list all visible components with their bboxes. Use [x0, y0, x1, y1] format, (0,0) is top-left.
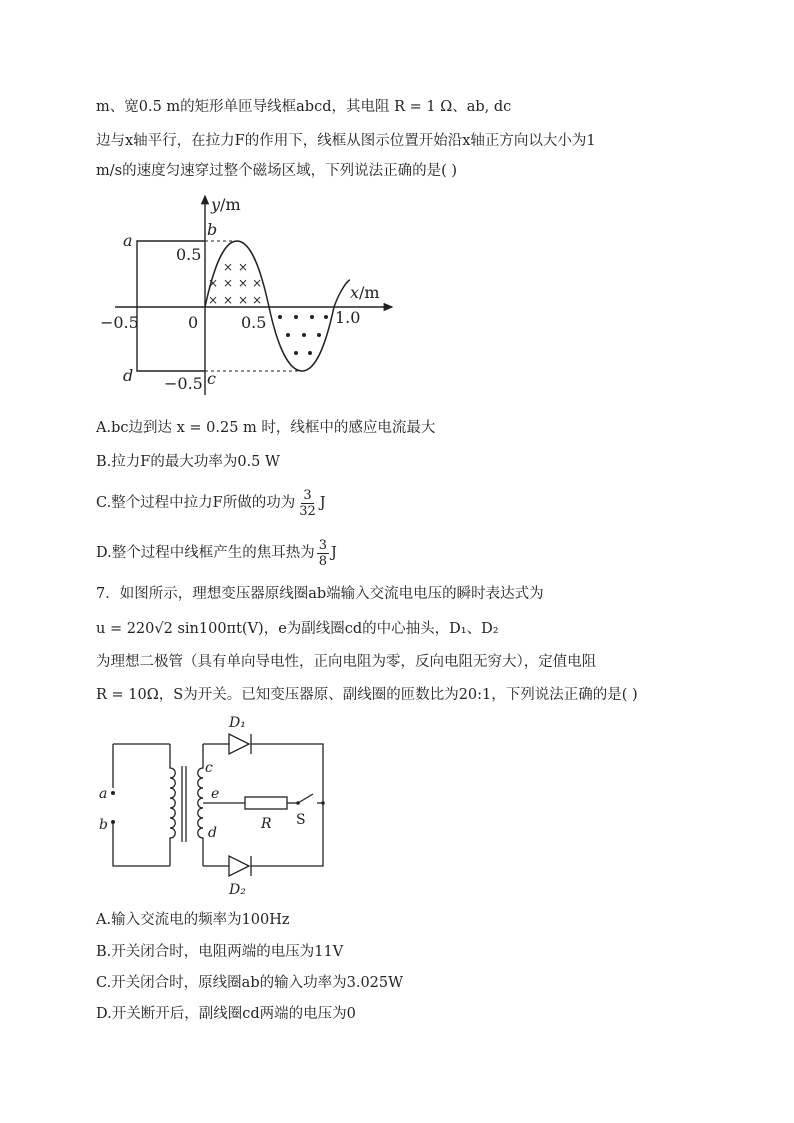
q6-field-figure [100, 190, 400, 400]
primary-coil [170, 744, 175, 866]
corner-d: d [123, 366, 134, 385]
corner-c: c [207, 369, 216, 388]
q7-stem-line-3: 为理想二极管（具有单向导电性，正向电阻为零，反向电阻无穷大），定值电阻 [96, 654, 597, 670]
label-d: d [208, 825, 217, 841]
svg-text:×: × [251, 293, 263, 307]
q6-stem-line-1: m、宽0.5 m的矩形单匝导线框abcd，其电阻 R = 1 Ω、ab, dc [96, 99, 512, 115]
diode-d1 [229, 734, 251, 754]
field-out-of-page-marks [278, 315, 328, 355]
svg-text:×: × [222, 260, 234, 274]
terminal-a: a [99, 786, 108, 802]
q6-option-b: B.拉力F的最大功率为0.5 W [96, 454, 280, 470]
label-d2: D₂ [229, 882, 246, 898]
q6-option-a: A.bc边到达 x = 0.25 m 时，线框中的感应电流最大 [96, 420, 436, 436]
q7-stem-line-1: 7．如图所示，理想变压器原线圈ab端输入交流电电压的瞬时表达式为 [96, 586, 544, 602]
tick-x-half: 0.5 [241, 313, 267, 332]
tick-origin: 0 [188, 313, 199, 332]
q6-option-d: D.整个过程中线框产生的焦耳热为 $\frac{3}{8}$ J [96, 537, 337, 569]
corner-a: a [123, 231, 133, 250]
tick-y-pos: 0.5 [176, 245, 202, 264]
q6-option-c: C.整个过程中拉力F所做的功为 $\frac{3}{32}$ J [96, 487, 326, 519]
svg-text:×: × [237, 293, 249, 307]
q6-option-c-fraction: $\frac{3}{32}$ [299, 487, 316, 519]
q7-option-a: A.输入交流电的频率为100Hz [96, 912, 290, 928]
svg-text:×: × [222, 293, 234, 307]
tick-x-neg: −0.5 [100, 313, 139, 332]
q6-stem-line-3: m/s的速度匀速穿过整个磁场区域，下列说法正确的是( ) [96, 163, 457, 179]
label-c: c [205, 760, 213, 776]
x-axis-label: x/m [350, 283, 380, 302]
label-r: R [261, 816, 272, 832]
svg-text:×: × [222, 276, 234, 290]
q6-stem-line-2: 边与x轴平行，在拉力F的作用下，线框从图示位置开始沿x轴正方向以大小为1 [96, 133, 596, 149]
svg-text:×: × [207, 293, 219, 307]
label-e: e [211, 786, 220, 802]
q6-option-d-fraction: $\frac{3}{8}$ [318, 537, 327, 569]
svg-text:×: × [251, 276, 263, 290]
corner-b: b [207, 220, 218, 239]
q7-option-c: C.开关闭合时，原线圈ab的输入功率为3.025W [96, 975, 404, 991]
q7-option-d: D.开关断开后，副线圈cd两端的电压为0 [96, 1006, 356, 1022]
terminal-b: b [99, 817, 108, 833]
q7-option-b: B.开关闭合时，电阻两端的电压为11V [96, 944, 344, 960]
switch-s[interactable] [298, 794, 313, 803]
tick-x-one: 1.0 [335, 308, 361, 327]
svg-text:×: × [237, 260, 249, 274]
label-d1: D₁ [229, 715, 246, 731]
q7-stem-line-2: u = 220√2 sin100πt(V)，e为副线圈cd的中心抽头，D₁、D₂ [96, 621, 499, 637]
q7-stem-line-4: R = 10Ω，S为开关。已知变压器原、副线圈的匝数比为20:1，下列说法正确的是( ) [96, 687, 638, 703]
y-axis-label: y/m [211, 195, 241, 214]
label-s: S [296, 812, 306, 828]
q6-option-c-text: C.整个过程中拉力F所做的功为 [96, 495, 296, 511]
tick-y-neg: −0.5 [164, 374, 203, 393]
q6-option-d-text: D.整个过程中线框产生的焦耳热为 [96, 545, 315, 561]
diode-d2 [229, 856, 251, 876]
secondary-coil [198, 744, 203, 866]
svg-text:×: × [237, 276, 249, 290]
q7-circuit-figure [95, 710, 340, 900]
resistor-r [245, 797, 287, 809]
svg-text:×: × [207, 276, 219, 290]
